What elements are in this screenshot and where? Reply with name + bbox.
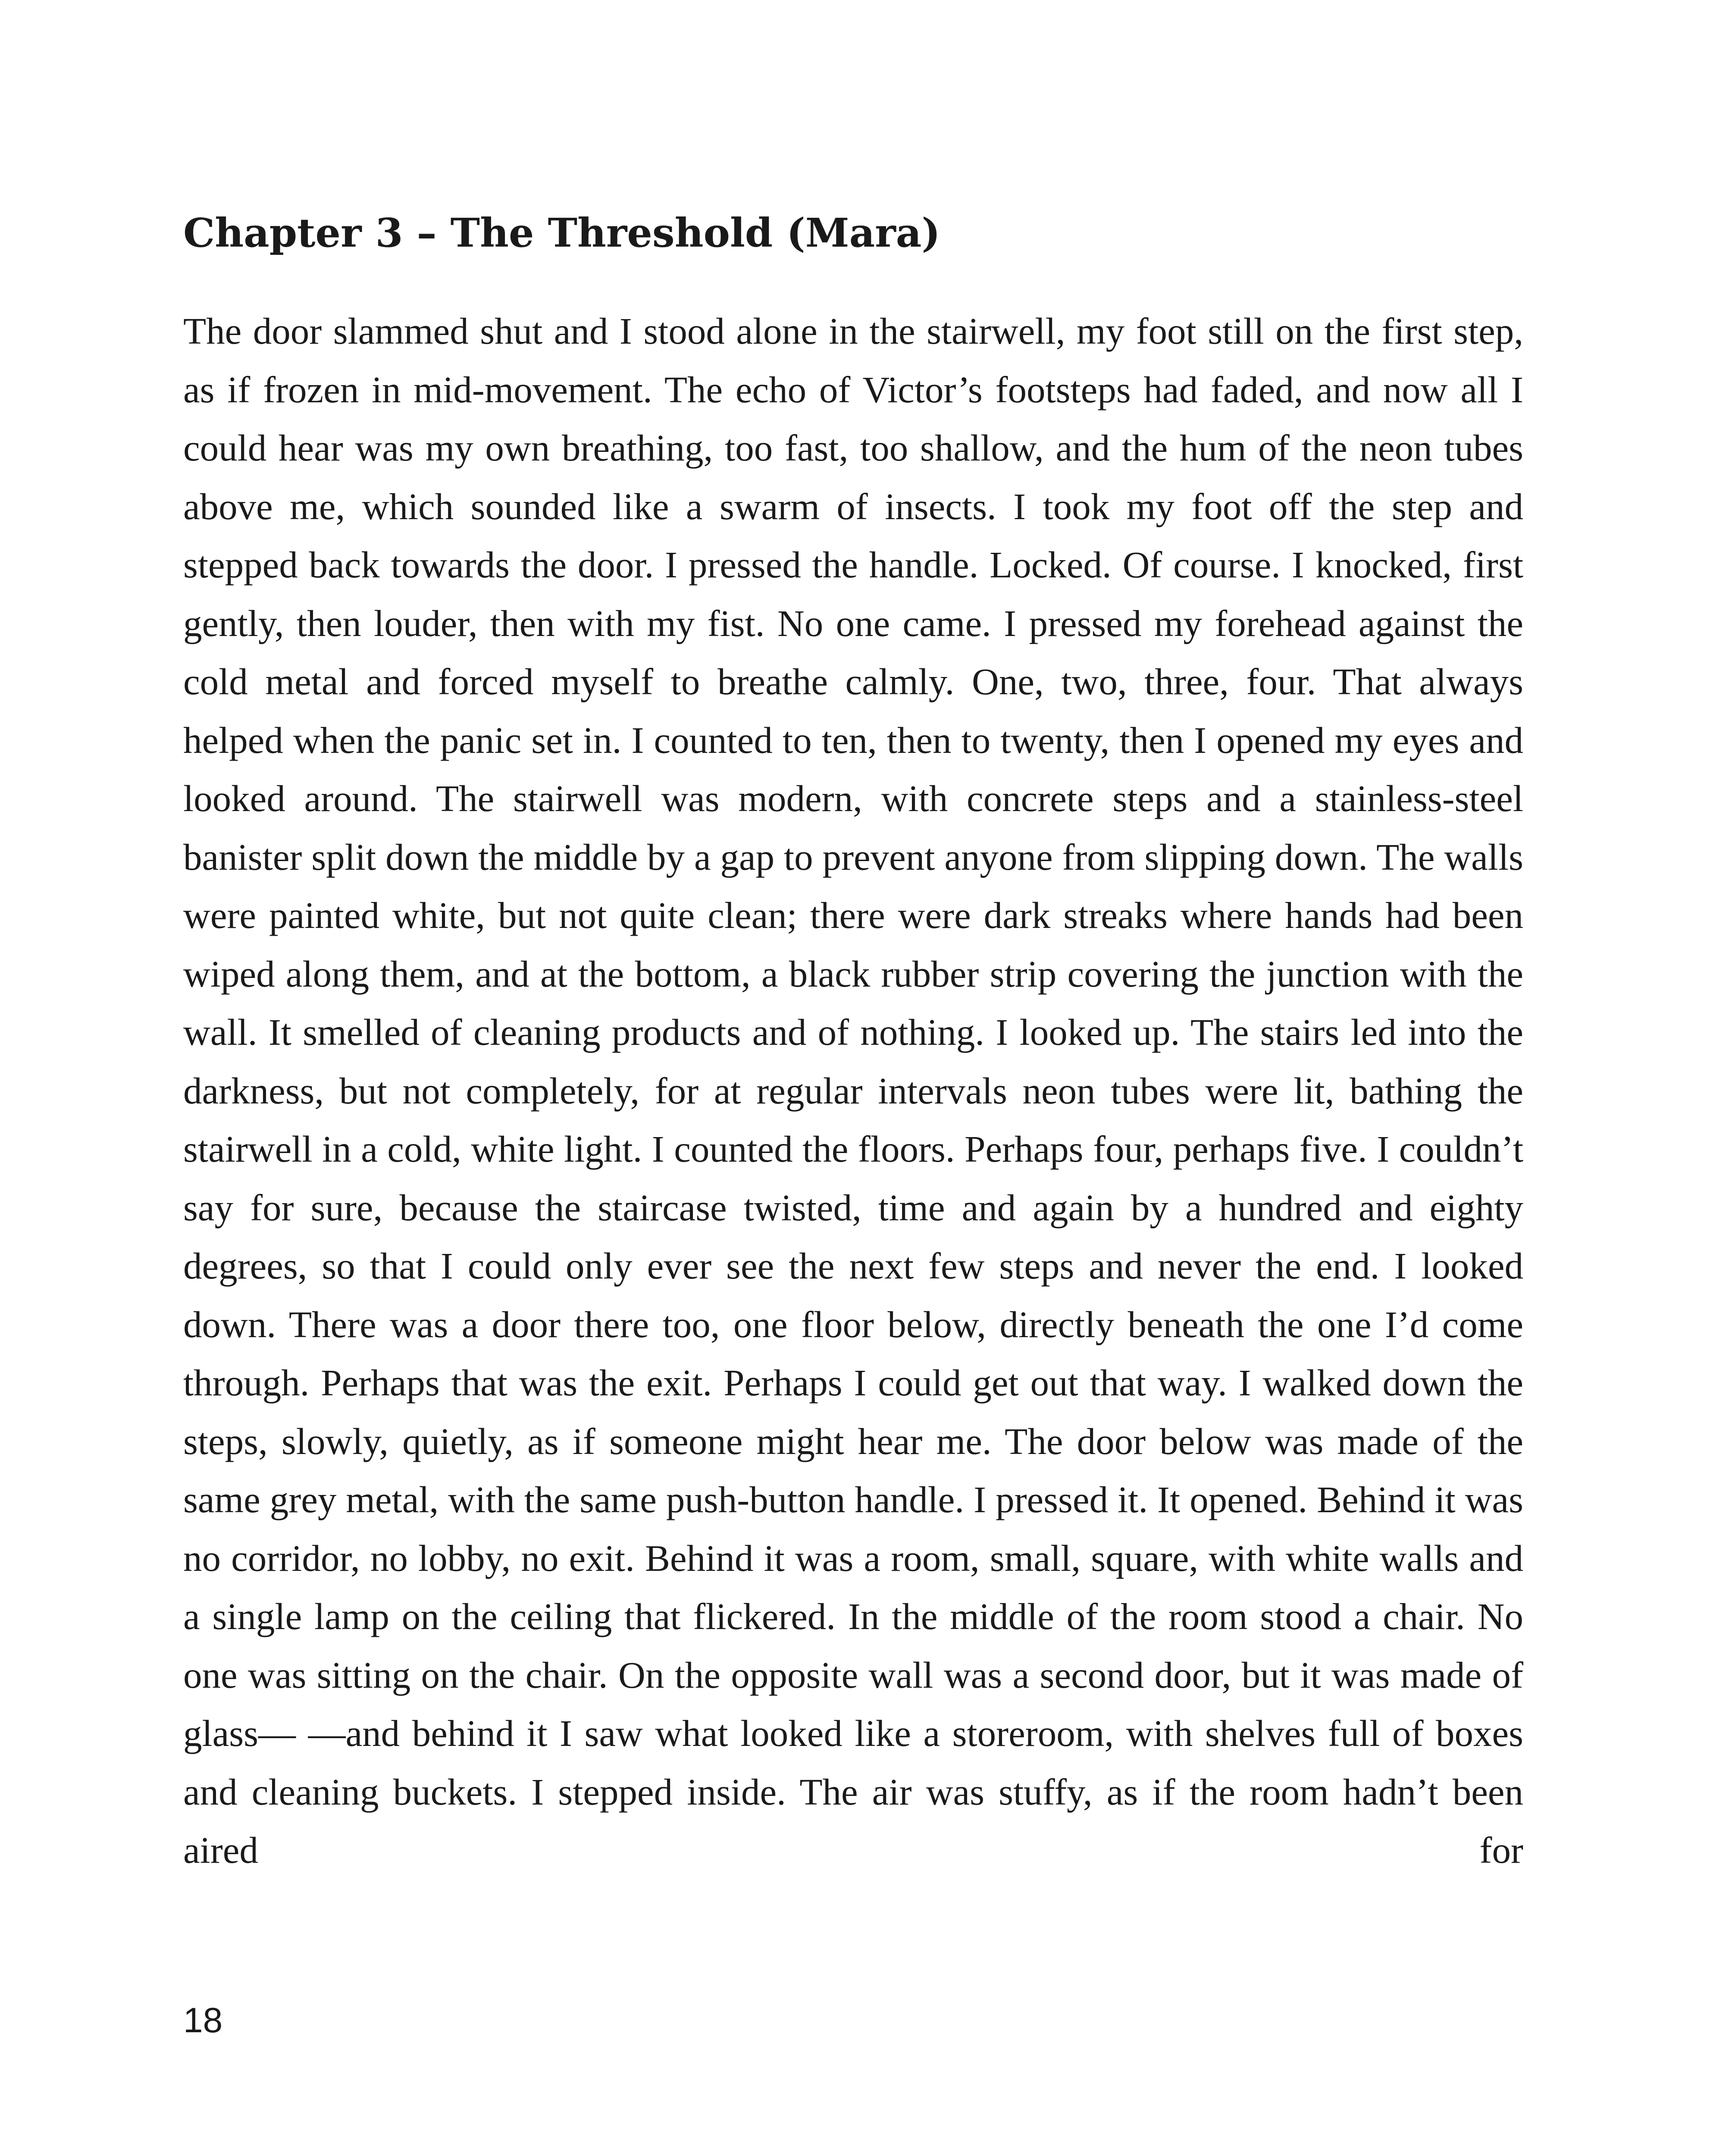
chapter-title: Chapter 3 – The Threshold (Mara) <box>183 210 940 256</box>
body-paragraph: The door slammed shut and I stood alone in the stairwell, my foot still on the first step, as if frozen in mid-movement. The echo of Victor’s footsteps had faded, and now all I could hear was my own breathing, too fast, too shallow, and the hum of the neon tubes above me, which sounded like a swarm of insects. I took my foot off the step and stepped back towards the door. I pressed the handle. Locked. Of course. I knocked, first gently, then louder, then with my fist. No one came. I pressed my forehead against the cold metal and forced myself to breathe calmly. One, two, three, four. That always helped when the panic set in. I counted to ten, then to twenty, then I opened my eyes and looked around. The stairwell was modern, with concrete steps and a stainless-steel banister split down the middle by a gap to prevent anyone from slipping down. The walls were painted white, but not quite clean; there were dark streaks where hands had been wiped along them, and at the bottom, a black rubber strip covering the junction with the wall. It smelled of cleaning products and of nothing. I looked up. The stairs led into the darkness, but not completely, for at regular intervals neon tubes were lit, bathing the stairwell in a cold, white light. I counted the floors. Perhaps four, perhaps five. I couldn’t say for sure, because the staircase twisted, time and again by a hundred and eighty degrees, so that I could only ever see the next few steps and never the end. I looked down. There was a door there too, one floor below, directly beneath the one I’d come through. Perhaps that was the exit. Perhaps I could get out that way. I walked down the steps, slowly, quietly, as if someone might hear me. The door below was made of the same grey metal, with the same push-button handle. I pressed it. It opened. Behind it was no corridor, no lobby, no exit. Behind it was a room, small, square, with white walls and a single lamp on the ceiling that flickered. In the middle of the room stood a chair. No one was sitting on the chair. On the opposite wall was a second door, but it was made of glass— —and behind it I saw what looked like a storeroom, with shelves full of boxes and cleaning buckets. I stepped inside. The air was stuffy, as if the room hadn’t been aired for <box>183 310 1523 1871</box>
page-number: 18 <box>183 2001 223 2040</box>
